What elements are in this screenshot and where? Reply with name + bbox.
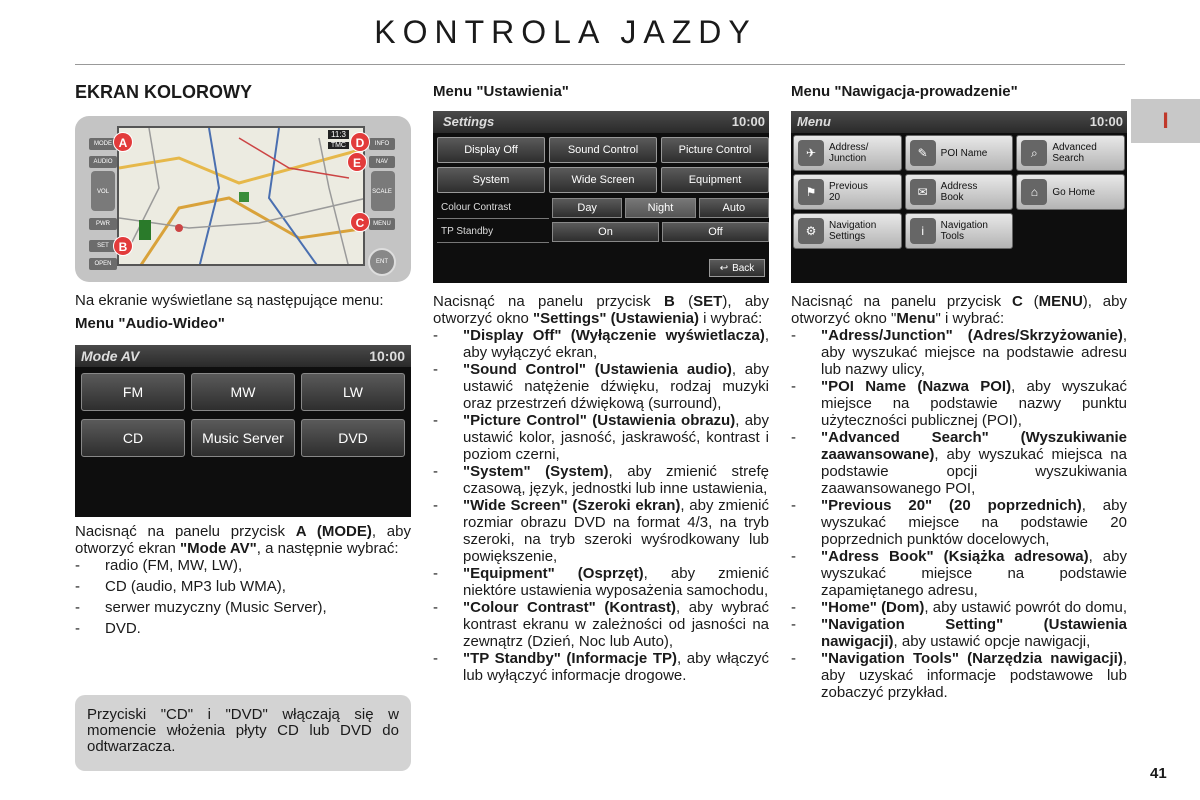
info-icon: i	[910, 218, 936, 244]
column-settings	[433, 80, 769, 684]
title-divider	[75, 64, 1125, 65]
menu-screen-title: Menu	[797, 114, 831, 129]
wide-screen-button[interactable]: Wide Screen	[549, 167, 657, 193]
menu-button-label	[941, 148, 988, 159]
item-desc: , aby ustawić natężenie dźwięku, rodzaj muzyki oraz przestrzeń dźwiękową (surround),	[463, 361, 769, 412]
nav-button[interactable]: NAV	[369, 156, 395, 168]
mode-av-screen	[75, 345, 411, 517]
para-key: C	[1011, 293, 1023, 310]
menu-audio-title: Menu "Audio-Wideo"	[75, 315, 225, 332]
poi-icon: ✎	[910, 140, 936, 166]
item-desc: , aby ustawić powrót do domu,	[924, 599, 1127, 616]
item-term: "Picture Control" (Ustawienia obrazu)	[463, 412, 736, 429]
menu-button-3[interactable]	[793, 174, 902, 210]
list-item	[791, 548, 1127, 599]
label-line: POI Name	[940, 147, 988, 159]
item-desc: , aby wyszukać miejsce na podstawie nazwy punktu użyteczności publicznej (POI),	[821, 378, 1127, 429]
para-text: , aby otworzyć ekran	[75, 523, 411, 557]
menu-button-label	[1052, 142, 1096, 164]
dvd-button[interactable]: DVD	[301, 419, 405, 457]
home-icon: ⌂	[1021, 179, 1047, 205]
set-button[interactable]: SET	[89, 240, 117, 252]
item-term: "Equipment" (Osprzęt)	[463, 565, 644, 582]
item-term: "Display Off" (Wyłączenie wyświetlacza)	[463, 327, 765, 344]
back-icon: ↩	[719, 262, 729, 274]
label-line: Previous	[829, 181, 868, 192]
list-item	[433, 463, 769, 497]
list-item: - CD (audio, MP3 lub WMA),	[75, 578, 411, 595]
label-line: Junction	[829, 153, 867, 164]
music-server-button[interactable]: Music Server	[191, 419, 295, 457]
list-item	[791, 599, 1127, 616]
menu-button-label	[941, 181, 978, 203]
item-desc: , aby zmienić niektóre ustawienia wyposażenia samochodu,	[463, 565, 769, 599]
menu-button[interactable]: MENU	[369, 218, 395, 230]
item-term: "Previous 20" (20 poprzednich)	[821, 497, 1082, 514]
menu-button-6[interactable]	[793, 213, 902, 249]
audio-paragraph	[75, 523, 411, 557]
marker-a: A	[113, 132, 133, 152]
day-option[interactable]: Day	[552, 198, 622, 218]
menu-button-1[interactable]	[905, 135, 1014, 171]
item-term: "Wide Screen" (Szeroki ekran)	[463, 497, 681, 514]
list-item	[791, 327, 1127, 378]
audio-button[interactable]: AUDIO	[89, 156, 117, 168]
menu-button-5[interactable]	[1016, 174, 1125, 210]
fm-button[interactable]: FM	[81, 373, 185, 411]
picture-control-button[interactable]: Picture Control	[661, 137, 769, 163]
para-key: SET	[693, 293, 723, 310]
label-line: Navigation	[829, 220, 877, 231]
mode-av-buttons	[81, 373, 405, 457]
tp-standby-row	[437, 221, 769, 243]
settings-screen	[433, 111, 769, 283]
chapter-tab: I	[1131, 99, 1200, 143]
tmc-badge: TMC	[328, 142, 349, 149]
auto-option[interactable]: Auto	[699, 198, 769, 218]
menu-button-label	[941, 220, 988, 242]
mode-av-header	[75, 345, 411, 367]
list-item	[433, 565, 769, 599]
para-text: Nacisnąć na panelu przycisk	[791, 293, 1012, 310]
settings-time: 10:00	[731, 114, 765, 129]
display-off-button[interactable]: Display Off	[437, 137, 545, 163]
menu-buttons	[793, 135, 1125, 249]
navigation-paragraph: Nacisnąć na panelu przycisk C (MENU), aby otworzyć okno "Menu" i wybrać:	[791, 293, 1127, 327]
item-term: "Colour Contrast" (Kontrast)	[463, 599, 677, 616]
on-option[interactable]: On	[552, 222, 659, 242]
note-box: Przyciski "CD" i "DVD" włączają się w momencie włożenia płyty CD lub DVD do odtwarzacza.	[75, 695, 411, 771]
marker-b: B	[113, 236, 133, 256]
item-desc: , aby zmienić rozmiar obrazu DVD na format 4/3, na tryb szeroki, na tryb szeroki wyśrodkowany lub powiększenie,	[463, 497, 769, 565]
settings-list	[433, 327, 769, 684]
list-item: - serwer muzyczny (Music Server),	[75, 599, 411, 616]
item-desc: , aby włączyć lub wyłączyć informacje drogowe.	[463, 650, 770, 684]
mw-button[interactable]: MW	[191, 373, 295, 411]
list-item: - radio (FM, MW, LW),	[75, 557, 411, 574]
label-line: Tools	[940, 231, 965, 242]
page-title: KONTROLA JAZDY	[374, 14, 757, 50]
list-item	[433, 599, 769, 650]
vol-label: VOL	[96, 189, 109, 195]
junction-icon: ✈	[798, 140, 824, 166]
item-desc: , aby ustawić opcje nawigacji,	[893, 633, 1091, 650]
item-term: "Home" (Dom)	[821, 599, 925, 616]
tp-standby-label: TP Standby	[437, 221, 549, 243]
power-button[interactable]: PWR	[89, 218, 117, 230]
list-item	[791, 616, 1127, 650]
search-icon: ⌕	[1021, 140, 1047, 166]
item-desc: , aby ustawić kolor, jasność, jaskrawość, kontrast i poziom czerni,	[463, 412, 769, 463]
item-term: "Sound Control" (Ustawienia audio)	[463, 361, 732, 378]
item-term: "TP Standby" (Informacje TP)	[463, 650, 678, 667]
list-item	[433, 497, 769, 565]
label-line: Go Home	[1052, 186, 1096, 198]
enter-knob[interactable]: ENT	[368, 248, 396, 276]
navigation-list	[791, 327, 1127, 701]
menu-time: 10:00	[1089, 114, 1123, 129]
para-key: MENU	[1038, 293, 1083, 310]
item-term: "Navigation Tools" (Narzędzia nawigacji)	[821, 650, 1123, 667]
list-item	[791, 650, 1127, 701]
label-line: Search	[1052, 153, 1085, 164]
clock-badge: 11:3	[328, 130, 349, 139]
section-title: EKRAN KOLOROWY	[75, 82, 252, 102]
settings-title: Menu "Ustawienia"	[433, 83, 569, 100]
menu-button-0[interactable]	[793, 135, 902, 171]
menu-button-label	[829, 181, 868, 203]
label-line: Navigation	[940, 220, 988, 231]
menu-button-label	[829, 220, 876, 242]
menu-button-4[interactable]	[905, 174, 1014, 210]
list-item	[433, 650, 769, 684]
navigation-title: Menu "Nawigacja-prowadzenie"	[791, 83, 1018, 100]
marker-d: D	[350, 132, 370, 152]
settings-paragraph: Nacisnąć na panelu przycisk B (SET), aby otworzyć okno "Settings" (Ustawienia) i wybrać:	[433, 293, 769, 327]
head-unit-device	[75, 116, 411, 282]
menu-button-label	[829, 142, 868, 164]
back-button[interactable]	[709, 259, 765, 277]
para-text: Nacisnąć na panelu przycisk	[433, 293, 664, 310]
list-item	[791, 429, 1127, 497]
item-term: "Navigation Setting" (Ustawienia nawigacji)	[821, 616, 1127, 650]
nav-settings-icon: ⚙	[798, 218, 824, 244]
marker-e: E	[347, 152, 367, 172]
night-option[interactable]: Night	[625, 198, 695, 218]
para-key: A (MODE)	[295, 523, 372, 540]
item-term: "POI Name (Nazwa POI)	[821, 378, 1012, 395]
cd-button[interactable]: CD	[81, 419, 185, 457]
item-term: "System" (System)	[463, 463, 609, 480]
menu-button-label	[1052, 187, 1095, 198]
item-desc: , aby wyłączyć ekran,	[463, 327, 769, 361]
item-desc: , aby zmienić strefę czasową, język, jednostki lub inne ustawienia,	[463, 463, 769, 497]
settings-buttons	[437, 137, 769, 193]
book-icon: ✉	[910, 179, 936, 205]
settings-screen-title: Settings	[443, 114, 495, 129]
nav-menu-screen	[791, 111, 1127, 283]
list-item: - DVD.	[75, 620, 411, 637]
item-desc: , aby wyszukać miejsce na podstawie zapamiętanego adresu,	[821, 548, 1127, 599]
marker-c: C	[350, 212, 370, 232]
para-text: , a następnie wybrać:	[256, 540, 399, 557]
para-screen: "Mode AV"	[180, 540, 257, 557]
system-button[interactable]: System	[437, 167, 545, 193]
label-line: 20	[829, 192, 841, 203]
info-button[interactable]: INFO	[369, 138, 395, 150]
para-text: Nacisnąć na panelu przycisk	[75, 523, 296, 540]
mode-av-time: 10:00	[369, 348, 405, 364]
equipment-button[interactable]: Equipment	[661, 167, 769, 193]
list-item	[433, 412, 769, 463]
item-desc: , aby uzyskać informacje podstawowe lub zobaczyć przykład.	[821, 650, 1127, 701]
scale-label: SCALE	[372, 189, 392, 195]
item-term: "Advanced Search" (Wyszukiwanie zaawansowane)	[821, 429, 1127, 463]
audio-list	[75, 557, 411, 637]
previous-icon: ⚑	[798, 179, 824, 205]
list-item	[791, 378, 1127, 429]
label-line: Address/	[829, 142, 869, 153]
sound-control-button[interactable]: Sound Control	[549, 137, 657, 163]
colour-contrast-label: Colour Contrast	[437, 197, 549, 219]
off-option[interactable]: Off	[662, 222, 769, 242]
item-desc: , aby wyszukać miejsce na podstawie 20 poprzednich punktów docelowych,	[821, 497, 1127, 548]
item-desc: , aby wybrać kontrast ekranu w zależności od jasności na zewnątrz (Dzień, Noc lub Auto),	[463, 599, 770, 650]
map-screen	[117, 126, 365, 266]
para-text: " i wybrać:	[935, 310, 1005, 327]
item-desc: , aby wyszukać miejsca na podstawie opcji wyszukiwania zaawansowanego POI,	[821, 446, 1127, 497]
list-item	[433, 361, 769, 412]
para-text: , aby otworzyć okno "	[791, 293, 1127, 327]
open-button[interactable]: OPEN	[89, 258, 117, 270]
label-line: Address	[940, 181, 978, 192]
label-line: Settings	[829, 231, 866, 242]
item-term: "Adress Book" (Książka adresowa)	[821, 548, 1089, 565]
para-screen: "Settings" (Ustawienia)	[533, 310, 699, 327]
mode-button[interactable]: MODE	[89, 138, 117, 150]
para-screen: Menu	[896, 310, 936, 327]
column-audio	[75, 80, 411, 641]
mode-av-title: Mode AV	[81, 348, 140, 364]
label-line: Book	[940, 192, 964, 203]
item-desc: , aby wyszukać miejsce na podstawie adresu lub nazwy ulicy,	[821, 327, 1127, 378]
lw-button[interactable]: LW	[301, 373, 405, 411]
intro-text: Na ekranie wyświetlane są następujące menu:	[75, 292, 384, 309]
colour-contrast-row	[437, 197, 769, 219]
page-number: 41	[1150, 765, 1167, 782]
menu-header	[791, 111, 1127, 133]
column-navigation	[791, 80, 1127, 701]
back-label: Back	[732, 262, 755, 274]
list-item	[791, 497, 1127, 548]
label-line: Advanced	[1052, 142, 1097, 153]
para-text: , aby otworzyć okno	[433, 293, 769, 327]
menu-button-7[interactable]	[905, 213, 1014, 249]
item-term: "Adress/Junction" (Adres/Skrzyżowanie)	[821, 327, 1123, 344]
list-item	[433, 327, 769, 361]
menu-button-2[interactable]	[1016, 135, 1125, 171]
para-text: i wybrać:	[698, 310, 763, 327]
settings-header	[433, 111, 769, 133]
para-key: B	[663, 293, 675, 310]
